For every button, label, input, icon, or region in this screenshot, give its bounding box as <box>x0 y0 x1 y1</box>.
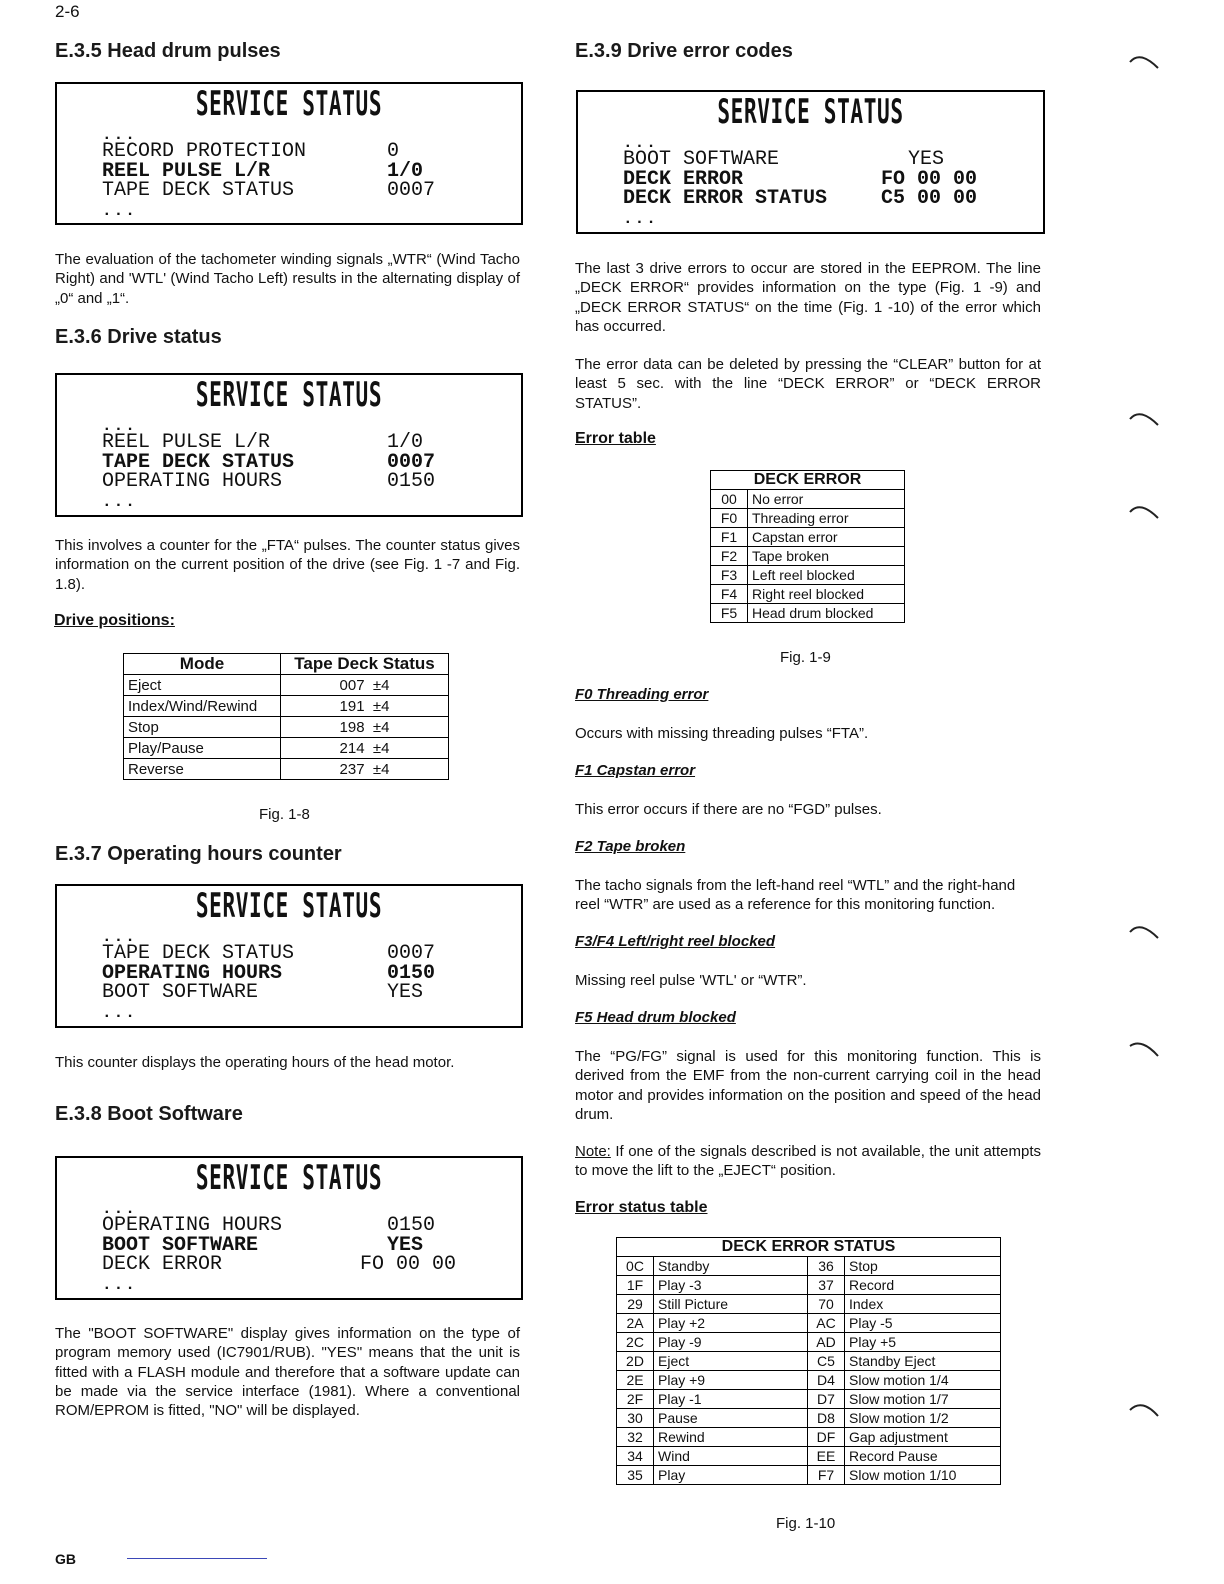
binding-mark-decoration <box>1128 918 1162 942</box>
error-subheading-f1: F1 Capstan error <box>575 762 696 779</box>
section-heading-drive-error-codes: E.3.9 Drive error codes <box>575 40 793 62</box>
screen-title: SERVICE STATUS <box>195 1158 383 1198</box>
screen-ellipsis-bottom: ... <box>102 493 137 511</box>
table-row: F0 Threading error <box>711 509 905 528</box>
note-label: Note: <box>575 1143 611 1160</box>
screen-ellipsis-bottom: ... <box>623 210 658 228</box>
table-row: F3 Left reel blocked <box>711 566 905 585</box>
drive-positions-heading: Drive positions: <box>54 612 175 629</box>
table-header: Mode <box>124 654 281 675</box>
service-status-screen-5: SERVICE STATUS ... BOOT SOFTWARE YES DECK ERROR FO 00 00 DECK ERROR STATUS C5 00 00 ... <box>576 90 1045 234</box>
error-subheading-f2: F2 Tape broken <box>575 838 686 855</box>
error-subheading-f3-f4: F3/F4 Left/right reel blocked <box>575 933 776 950</box>
error-subheading-f0: F0 Threading error <box>575 686 709 703</box>
screen-ellipsis-top: ... <box>623 134 658 152</box>
deck-error-table <box>710 470 905 623</box>
table-title: DECK ERROR <box>711 471 905 490</box>
paragraph: The "BOOT SOFTWARE" display gives information on the type of program memory used (IC7901/RUB). "YES" means that the unit is fitted with a FLASH module and therefore that a software update can be made via the service interface (1981). Where a conventional ROM/EPROM is fitted, "NO" will be displayed. <box>55 1325 520 1420</box>
paragraph: This involves a counter for the „FTA“ pulses. The counter status gives information on the current position of the drive (see Fig. 1 -7 and Fig. 1.8). <box>55 537 520 593</box>
table-row: Eject 007 ±4 <box>124 675 449 696</box>
paragraph: The “PG/FG” signal is used for this monitoring function. This is derived from the EMF from the non-current carrying coil in the head motor and provides information on the position and speed of the head drum. <box>575 1048 1041 1123</box>
service-status-screen-4: SERVICE STATUS ... OPERATING HOURS 0150 BOOT SOFTWARE YES DECK ERROR FO 00 00 ... <box>55 1156 523 1300</box>
table-row: F1 Capstan error <box>711 528 905 547</box>
screen-ellipsis-bottom: ... <box>102 202 137 220</box>
table-row: 35 Play F7 Slow motion 1/10 <box>617 1466 1001 1485</box>
binding-mark-decoration <box>1128 48 1162 72</box>
paragraph: Occurs with missing threading pulses “FTA”. <box>575 725 869 742</box>
error-subheading-f5: F5 Head drum blocked <box>575 1009 736 1026</box>
section-heading-head-drum-pulses: E.3.5 Head drum pulses <box>55 40 281 62</box>
screen-title: SERVICE STATUS <box>195 84 383 124</box>
paragraph: This error occurs if there are no “FGD” pulses. <box>575 801 882 818</box>
note-text: If one of the signals described is not available, the unit attempts to move the lift to the „EJECT“ position. <box>575 1143 1041 1180</box>
table-row: 0C Standby 36 Stop <box>617 1257 1001 1276</box>
table-row: Stop 198 ±4 <box>124 717 449 738</box>
binding-mark-decoration <box>1128 1036 1162 1060</box>
paragraph: Missing reel pulse 'WTL' or “WTR”. <box>575 972 807 989</box>
figure-caption: Fig. 1-10 <box>776 1515 836 1532</box>
table-row: 1F Play -3 37 Record <box>617 1276 1001 1295</box>
figure-caption: Fig. 1-8 <box>259 806 310 823</box>
table-row: Index/Wind/Rewind 191 ±4 <box>124 696 449 717</box>
service-status-screen-2: SERVICE STATUS ... REEL PULSE L/R 1/0 TAPE DECK STATUS 0007 OPERATING HOURS 0150 ... <box>55 373 523 517</box>
error-status-table-heading: Error status table <box>575 1199 708 1216</box>
section-heading-operating-hours: E.3.7 Operating hours counter <box>55 843 342 865</box>
table-title: DECK ERROR STATUS <box>617 1238 1001 1257</box>
screen-ellipsis-bottom: ... <box>102 1004 137 1022</box>
table-row: Reverse 237 ±4 <box>124 759 449 780</box>
table-row: F2 Tape broken <box>711 547 905 566</box>
paragraph: The error data can be deleted by pressing the “CLEAR” button for at least 5 sec. with the line “DECK ERROR” or “DECK ERROR STATUS”. <box>575 356 1041 412</box>
footer-label: GB <box>55 1551 76 1567</box>
table-row: 2F Play -1 D7 Slow motion 1/7 <box>617 1390 1001 1409</box>
table-row: 30 Pause D8 Slow motion 1/2 <box>617 1409 1001 1428</box>
screen-ellipsis-top: ... <box>102 928 137 946</box>
screen-title: SERVICE STATUS <box>717 92 904 132</box>
binding-mark-decoration <box>1128 1396 1162 1420</box>
service-status-screen-1: SERVICE STATUS ... RECORD PROTECTION 0 REEL PULSE L/R 1/0 TAPE DECK STATUS 0007 ... <box>55 82 523 225</box>
figure-caption: Fig. 1-9 <box>780 649 831 666</box>
footer-rule <box>127 1558 267 1559</box>
paragraph: This counter displays the operating hours of the head motor. <box>55 1054 455 1071</box>
table-header: Tape Deck Status <box>281 654 449 675</box>
screen-ellipsis-top: ... <box>102 1200 137 1218</box>
section-heading-drive-status: E.3.6 Drive status <box>55 326 222 348</box>
table-row: F5 Head drum blocked <box>711 604 905 623</box>
note-paragraph <box>575 1142 1041 1181</box>
screen-ellipsis-top: ... <box>102 126 137 144</box>
screen-ellipsis-bottom: ... <box>102 1276 137 1294</box>
error-table-heading: Error table <box>575 430 656 447</box>
table-row: Play/Pause 214 ±4 <box>124 738 449 759</box>
table-row: 2C Play -9 AD Play +5 <box>617 1333 1001 1352</box>
table-row: 29 Still Picture 70 Index <box>617 1295 1001 1314</box>
table-row: 32 Rewind DF Gap adjustment <box>617 1428 1001 1447</box>
drive-positions-table <box>123 653 449 780</box>
deck-error-status-table <box>616 1237 1001 1485</box>
page-number: 2-6 <box>55 2 80 21</box>
paragraph: The tacho signals from the left-hand reel “WTL” and the right-hand reel “WTR” are used as a reference for this monitoring function. <box>575 877 1016 914</box>
screen-ellipsis-top: ... <box>102 417 137 435</box>
section-heading-boot-software: E.3.8 Boot Software <box>55 1103 243 1125</box>
table-row: 00 No error <box>711 490 905 509</box>
table-row: 2D Eject C5 Standby Eject <box>617 1352 1001 1371</box>
binding-mark-decoration <box>1128 498 1162 522</box>
paragraph: The last 3 drive errors to occur are stored in the EEPROM. The line „DECK ERROR“ provides information on the type (Fig. 1 -9) and „DECK ERROR STATUS“ on the time (Fig. 1 -10) of the error which has occurred. <box>575 260 1041 335</box>
paragraph: The evaluation of the tachometer winding signals „WTR“ (Wind Tacho Right) and 'WTL' (Wind Tacho Left) results in the alternating display of „0“ and „1“. <box>55 251 520 307</box>
table-row: F4 Right reel blocked <box>711 585 905 604</box>
table-row: 2E Play +9 D4 Slow motion 1/4 <box>617 1371 1001 1390</box>
service-status-screen-3: SERVICE STATUS ... TAPE DECK STATUS 0007 OPERATING HOURS 0150 BOOT SOFTWARE YES ... <box>55 884 523 1028</box>
screen-title: SERVICE STATUS <box>195 886 383 926</box>
binding-mark-decoration <box>1128 405 1162 429</box>
table-row: 34 Wind EE Record Pause <box>617 1447 1001 1466</box>
screen-title: SERVICE STATUS <box>195 375 383 415</box>
table-row: 2A Play +2 AC Play -5 <box>617 1314 1001 1333</box>
